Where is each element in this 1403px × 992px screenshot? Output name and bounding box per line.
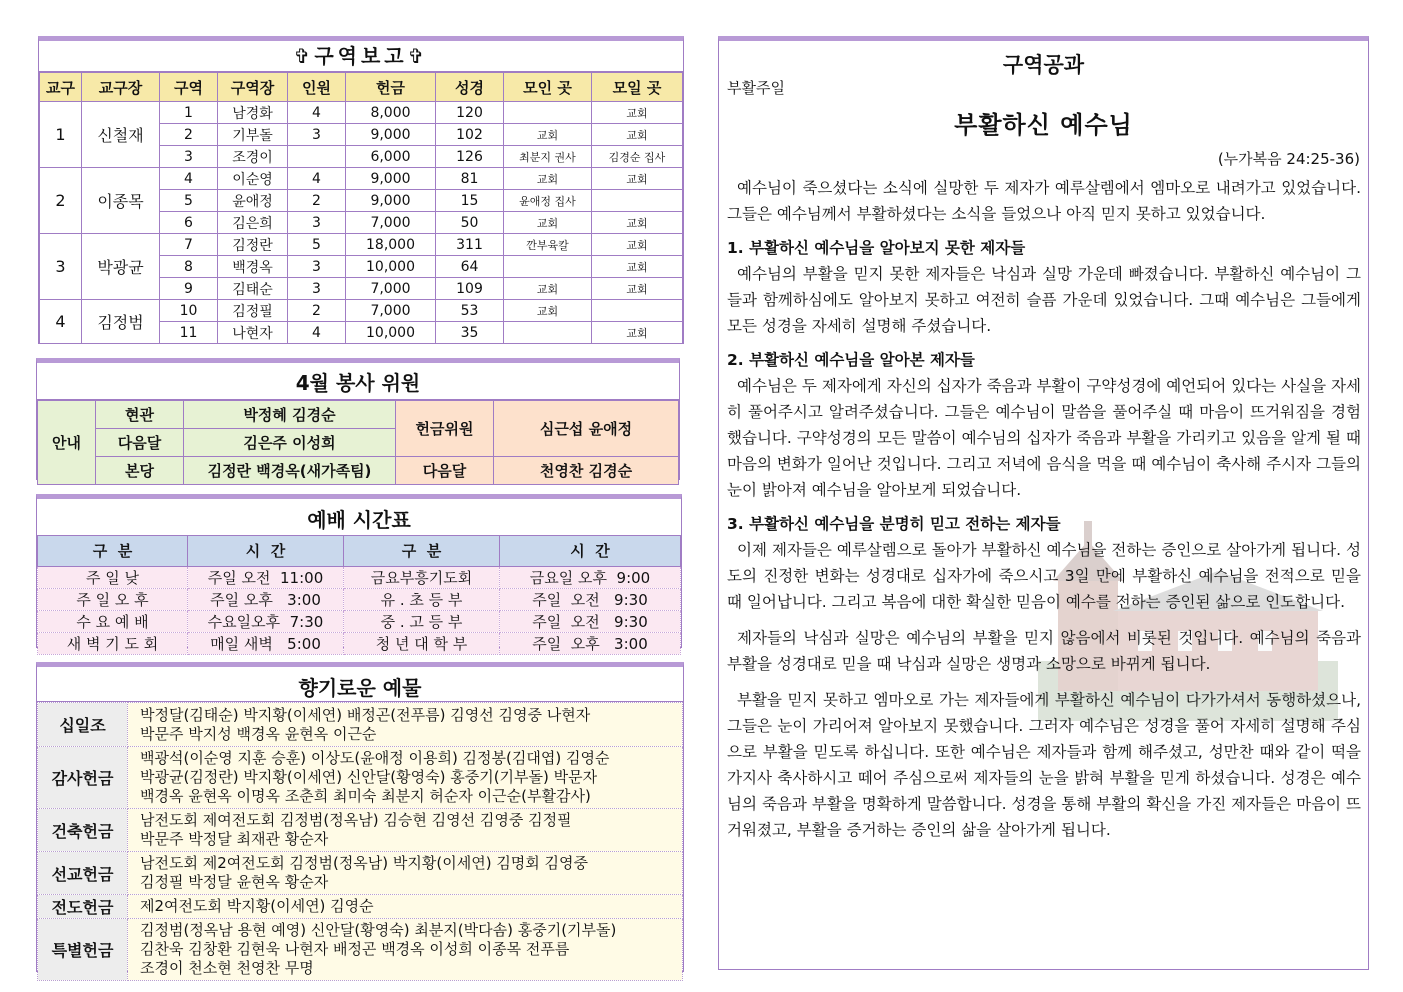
offering-line: 김찬욱 김창환 김현욱 나현자 배정곤 백경옥 이성희 이종목 전푸름 bbox=[140, 940, 570, 958]
lesson-paragraph-1: 예수님의 부활을 믿지 못한 제자들은 낙심과 실망 가운데 빠졌습니다. 부활하신 예수님이 그들과 함께하심에도 알아보지 못하고 여전히 슬픔 가운데 있었습니다. 그때 예수님은 그들에게 모든 성경을 자세히 설명해 주셨습니다. bbox=[727, 265, 1361, 335]
cell: 4 bbox=[160, 168, 218, 190]
cell: 교회 bbox=[504, 168, 592, 190]
offering-category: 특별헌금 bbox=[38, 919, 128, 981]
table-row bbox=[38, 919, 683, 981]
worship-schedule bbox=[36, 494, 682, 653]
cell: 311 bbox=[436, 234, 504, 256]
offering-line: 남전도회 제여전도회 김정범(정옥남) 김승현 김영선 김영중 김정필 bbox=[140, 811, 572, 829]
cell bbox=[288, 146, 346, 168]
table-row bbox=[40, 234, 683, 256]
lesson-paragraph-2: 예수님은 두 제자에게 자신의 십자가 죽음과 부활이 구약성경에 예언되어 있다는 사실을 자세히 풀어주시고 알려주셨습니다. 그들은 예수님이 말씀을 풀어주실 때 마음이 뜨거워짐을 경험했습니다. 구약성경의 모든 말씀이 예수님의 십자가 죽음과 부활을 가리키고 있음을 알게 될 때 마음의 변화가 일어난 것입니다. 그리고 저녁에 음식을 먹을 때 예수님이 축사해 주시자 그들의 눈이 밝아져 예수님을 알아보게 되었습니다. bbox=[727, 377, 1361, 499]
cell: 9 bbox=[160, 278, 218, 300]
lesson-paragraph-5: 부활을 믿지 못하고 엠마오로 가는 제자들에게 부활하신 예수님이 다가가셔서 동행하셨으나, 그들은 눈이 가리어져 알아보지 못했습니다. 그러자 예수님은 성경을 풀어 자세히 설명해 주심으로 부활을 믿도록 하십니다. 또한 예수님은 제자들과 함께 해주셨고, 성만찬 때와 같이 떡을 가지사 축사하시고 떼어 주심으로써 제자들의 눈을 밝혀 부활을 믿게 하셨습니다. 성경은 예수님의 죽음과 부활을 명확하게 말씀합니다. 성경을 통해 부활의 확신을 가진 제자들은 마음이 뜨거워졌고, 부활을 증거하는 증인의 삶을 살아가게 됩니다. bbox=[727, 691, 1361, 839]
offering-category: 감사헌금 bbox=[38, 747, 128, 809]
service-name: 금요부흥기도회 bbox=[344, 567, 500, 589]
service-committee-table bbox=[37, 400, 679, 485]
cell: 교회 bbox=[592, 168, 683, 190]
cell: 2 bbox=[288, 300, 346, 322]
worship-schedule-table bbox=[37, 535, 681, 655]
district-report bbox=[38, 36, 684, 344]
offering-line: 조경이 천소현 천영찬 무명 bbox=[140, 959, 314, 977]
next-month-names: 천영찬 김경순 bbox=[494, 457, 679, 485]
cell: 10,000 bbox=[346, 322, 436, 344]
offering-category: 전도헌금 bbox=[38, 895, 128, 919]
col-header: 성경 bbox=[436, 73, 504, 102]
cell: 김정필 bbox=[218, 300, 288, 322]
cell: 3 bbox=[160, 146, 218, 168]
gyogu-number: 1 bbox=[40, 102, 82, 168]
cell: 18,000 bbox=[346, 234, 436, 256]
cell: 5 bbox=[288, 234, 346, 256]
cell: 7,000 bbox=[346, 212, 436, 234]
col-header: 교구장 bbox=[82, 73, 160, 102]
cell: 최분지 권사 bbox=[504, 146, 592, 168]
offering-line: 남전도회 제2여전도회 김정범(정옥남) 박지황(이세연) 김명회 김영중 bbox=[140, 854, 589, 872]
cell: 9,000 bbox=[346, 190, 436, 212]
guide-label: 안내 bbox=[38, 401, 96, 485]
offering-names bbox=[128, 703, 683, 747]
offering-line: 김정범(정옥남 용현 예영) 신안달(황영숙) 최분지(박다솜) 홍중기(기부돌) bbox=[140, 921, 617, 939]
cell: 남경화 bbox=[218, 102, 288, 124]
cell: 6,000 bbox=[346, 146, 436, 168]
cell: 교회 bbox=[504, 124, 592, 146]
table-row bbox=[38, 633, 681, 655]
service-name: 수 요 예 배 bbox=[38, 611, 188, 633]
table-row bbox=[38, 895, 683, 919]
cell bbox=[592, 300, 683, 322]
table-row bbox=[38, 703, 683, 747]
sermon-title: 부활하신 예수님 bbox=[954, 111, 1133, 139]
cell: 교회 bbox=[592, 212, 683, 234]
table-row bbox=[38, 852, 683, 895]
service-time: 주일 오후 3:00 bbox=[500, 633, 681, 655]
service-time: 금요일 오후 9:00 bbox=[500, 567, 681, 589]
lesson-heading-2: 2. 부활하신 예수님을 알아본 제자들 bbox=[727, 351, 975, 369]
cell: 2 bbox=[160, 124, 218, 146]
cell bbox=[504, 322, 592, 344]
cell: 9,000 bbox=[346, 168, 436, 190]
offering-committee-label: 헌금위원 bbox=[396, 401, 494, 457]
service-name: 유 . 초 등 부 bbox=[344, 589, 500, 611]
cell: 8,000 bbox=[346, 102, 436, 124]
col-header: 시 간 bbox=[188, 536, 344, 567]
col-header: 시 간 bbox=[500, 536, 681, 567]
service-name: 청 년 대 학 부 bbox=[344, 633, 500, 655]
offering-line: 박문주 박지성 백경옥 윤현옥 이근순 bbox=[140, 724, 377, 743]
guide-names: 김정란 백경옥(새가족팀) bbox=[184, 457, 396, 485]
cell: 3 bbox=[288, 212, 346, 234]
col-header: 구역장 bbox=[218, 73, 288, 102]
service-name: 새 벽 기 도 회 bbox=[38, 633, 188, 655]
cell: 64 bbox=[436, 256, 504, 278]
cell bbox=[592, 190, 683, 212]
cell: 6 bbox=[160, 212, 218, 234]
cell: 교회 bbox=[504, 278, 592, 300]
worship-schedule-title: 예배 시간표 bbox=[307, 508, 411, 532]
next-month-label: 다음달 bbox=[396, 457, 494, 485]
cell: 7 bbox=[160, 234, 218, 256]
lesson-heading-3: 3. 부활하신 예수님을 분명히 믿고 전하는 제자들 bbox=[727, 515, 1061, 533]
cell: 7,000 bbox=[346, 300, 436, 322]
cell: 깐부육칼 bbox=[504, 234, 592, 256]
district-report-header bbox=[40, 73, 683, 102]
service-name: 주 일 오 후 bbox=[38, 589, 188, 611]
offering-line: 김정필 박정달 윤현옥 황순자 bbox=[140, 873, 329, 891]
cell: 1 bbox=[160, 102, 218, 124]
cell: 김경순 집사 bbox=[592, 146, 683, 168]
lesson-intro: 예수님이 죽으셨다는 소식에 실망한 두 제자가 예루살렘에서 엠마오로 내려가고 있었습니다. 그들은 예수님께서 부활하셨다는 소식을 들었으나 아직 믿지 못하고 있었습니다. bbox=[727, 179, 1361, 223]
cell: 120 bbox=[436, 102, 504, 124]
cell: 교회 bbox=[592, 124, 683, 146]
cell: 4 bbox=[288, 168, 346, 190]
cell: 김은희 bbox=[218, 212, 288, 234]
col-header: 구역 bbox=[160, 73, 218, 102]
guide-place: 현관 bbox=[96, 401, 184, 429]
lesson-heading-1: 1. 부활하신 예수님을 알아보지 못한 제자들 bbox=[727, 239, 1026, 257]
service-committee-title: 4월 봉사 위원 bbox=[37, 363, 679, 400]
cell: 기부돌 bbox=[218, 124, 288, 146]
cell: 3 bbox=[288, 124, 346, 146]
lesson-paragraph-3: 이제 제자들은 예루살렘으로 돌아가 부활하신 예수님을 전하는 증인으로 살아가게 됩니다. 성도의 진정한 변화는 성경대로 십자가에 죽으시고 3일 만에 부활하신 예수님을 전적으로 믿을 때 일어납니다. 그리고 복음에 대한 확실한 믿음이 예수를 전하는 증인된 삶으로 인도합니다. bbox=[727, 541, 1361, 611]
cell: 백경옥 bbox=[218, 256, 288, 278]
cell: 10,000 bbox=[346, 256, 436, 278]
table-row bbox=[38, 589, 681, 611]
offering-names bbox=[128, 919, 683, 981]
offering-names bbox=[128, 895, 683, 919]
table-row bbox=[38, 809, 683, 852]
offering-line: 백광석(이순영 지훈 승훈) 이상도(윤애정 이용희) 김정봉(김대엽) 김영순 bbox=[140, 749, 610, 767]
col-header: 구 분 bbox=[38, 536, 188, 567]
cell: 53 bbox=[436, 300, 504, 322]
cell: 4 bbox=[288, 102, 346, 124]
cell: 126 bbox=[436, 146, 504, 168]
service-time: 주일 오전 11:00 bbox=[188, 567, 344, 589]
cell: 50 bbox=[436, 212, 504, 234]
offering-line: 박정달(김태순) 박지황(이세연) 배정곤(전푸름) 김영선 김영중 나현자 bbox=[140, 705, 591, 724]
service-time: 수요일오후 7:30 bbox=[188, 611, 344, 633]
offering-category: 건축헌금 bbox=[38, 809, 128, 852]
service-time: 주일 오전 9:30 bbox=[500, 589, 681, 611]
offering-line: 제2여전도회 박지황(이세연) 김영순 bbox=[140, 897, 374, 915]
cell: 8 bbox=[160, 256, 218, 278]
service-name: 주 일 낮 bbox=[38, 567, 188, 589]
cell: 5 bbox=[160, 190, 218, 212]
offerings-table bbox=[37, 702, 683, 981]
guide-names: 김은주 이성희 bbox=[184, 429, 396, 457]
scripture-reference: (누가복음 24:25-36) bbox=[1217, 150, 1360, 168]
gyogu-leader: 이종목 bbox=[82, 168, 160, 234]
gyogu-number: 3 bbox=[40, 234, 82, 300]
service-name: 중 . 고 등 부 bbox=[344, 611, 500, 633]
table-row bbox=[38, 457, 679, 485]
cell: 2 bbox=[288, 190, 346, 212]
col-header: 헌금 bbox=[346, 73, 436, 102]
service-time: 주일 오후 3:00 bbox=[188, 589, 344, 611]
gyogu-number: 4 bbox=[40, 300, 82, 344]
table-row bbox=[40, 168, 683, 190]
cell: 교회 bbox=[504, 212, 592, 234]
table-row bbox=[38, 401, 679, 429]
offering-line: 백경옥 윤현옥 이명옥 조춘희 최미숙 최분지 허순자 이근순(부활감사) bbox=[140, 787, 591, 805]
gyogu-leader: 신철재 bbox=[82, 102, 160, 168]
worship-header bbox=[38, 536, 681, 567]
district-report-title: ✞구역보고✞ bbox=[39, 41, 683, 72]
cell: 교회 bbox=[592, 322, 683, 344]
offerings-title: 향기로운 예물 bbox=[37, 667, 683, 702]
table-row bbox=[38, 747, 683, 809]
col-header: 인원 bbox=[288, 73, 346, 102]
table-row bbox=[38, 567, 681, 589]
cell: 교회 bbox=[592, 234, 683, 256]
offering-category: 십일조 bbox=[38, 703, 128, 747]
cell: 109 bbox=[436, 278, 504, 300]
district-lesson bbox=[718, 36, 1369, 970]
col-header: 구 분 bbox=[344, 536, 500, 567]
district-report-table bbox=[39, 72, 683, 344]
guide-names: 박정혜 김경순 bbox=[184, 401, 396, 429]
offering-committee-names: 심근섭 윤애정 bbox=[494, 401, 679, 457]
col-header: 모인 곳 bbox=[504, 73, 592, 102]
cell: 102 bbox=[436, 124, 504, 146]
guide-place: 본당 bbox=[96, 457, 184, 485]
cell: 교회 bbox=[504, 300, 592, 322]
cell: 35 bbox=[436, 322, 504, 344]
col-header: 교구 bbox=[40, 73, 82, 102]
cell bbox=[504, 256, 592, 278]
cell: 교회 bbox=[592, 102, 683, 124]
cell: 3 bbox=[288, 278, 346, 300]
cell: 윤애정 bbox=[218, 190, 288, 212]
cell: 윤애정 집사 bbox=[504, 190, 592, 212]
gyogu-leader: 박광균 bbox=[82, 234, 160, 300]
table-row bbox=[40, 300, 683, 322]
cell bbox=[504, 102, 592, 124]
cell: 15 bbox=[436, 190, 504, 212]
cell: 7,000 bbox=[346, 278, 436, 300]
offering-line: 박문주 박정달 최재관 황순자 bbox=[140, 830, 329, 848]
gyogu-number: 2 bbox=[40, 168, 82, 234]
service-committee bbox=[36, 358, 680, 480]
cell: 나현자 bbox=[218, 322, 288, 344]
cell: 김정란 bbox=[218, 234, 288, 256]
table-row bbox=[38, 611, 681, 633]
offering-names bbox=[128, 852, 683, 895]
offering-category: 선교헌금 bbox=[38, 852, 128, 895]
offering-line: 박광균(김정란) 박지황(이세연) 신안달(황영숙) 홍중기(기부돌) 박문자 bbox=[140, 768, 598, 786]
service-time: 매일 새벽 5:00 bbox=[188, 633, 344, 655]
cell: 교회 bbox=[592, 256, 683, 278]
cell: 81 bbox=[436, 168, 504, 190]
table-row bbox=[40, 102, 683, 124]
cell: 이순영 bbox=[218, 168, 288, 190]
cell: 9,000 bbox=[346, 124, 436, 146]
service-time: 주일 오전 9:30 bbox=[500, 611, 681, 633]
cell: 김태순 bbox=[218, 278, 288, 300]
cell: 조경이 bbox=[218, 146, 288, 168]
gyogu-leader: 김정범 bbox=[82, 300, 160, 344]
cell: 3 bbox=[288, 256, 346, 278]
lesson-sunday: 부활주일 bbox=[727, 79, 785, 97]
cell: 4 bbox=[288, 322, 346, 344]
guide-place: 다음달 bbox=[96, 429, 184, 457]
cell: 10 bbox=[160, 300, 218, 322]
cell: 교회 bbox=[592, 278, 683, 300]
col-header: 모일 곳 bbox=[592, 73, 683, 102]
cell: 11 bbox=[160, 322, 218, 344]
offering-names bbox=[128, 747, 683, 809]
lesson-paragraph-4: 제자들의 낙심과 실망은 예수님의 부활을 믿지 않음에서 비롯된 것입니다. 예수님의 죽음과 부활을 성경대로 믿을 때 낙심과 실망은 생명과 소망으로 바뀌게 됩니다. bbox=[727, 629, 1361, 673]
lesson-title: 구역공과 bbox=[1002, 53, 1085, 77]
offering-names bbox=[128, 809, 683, 852]
offerings bbox=[36, 662, 684, 977]
